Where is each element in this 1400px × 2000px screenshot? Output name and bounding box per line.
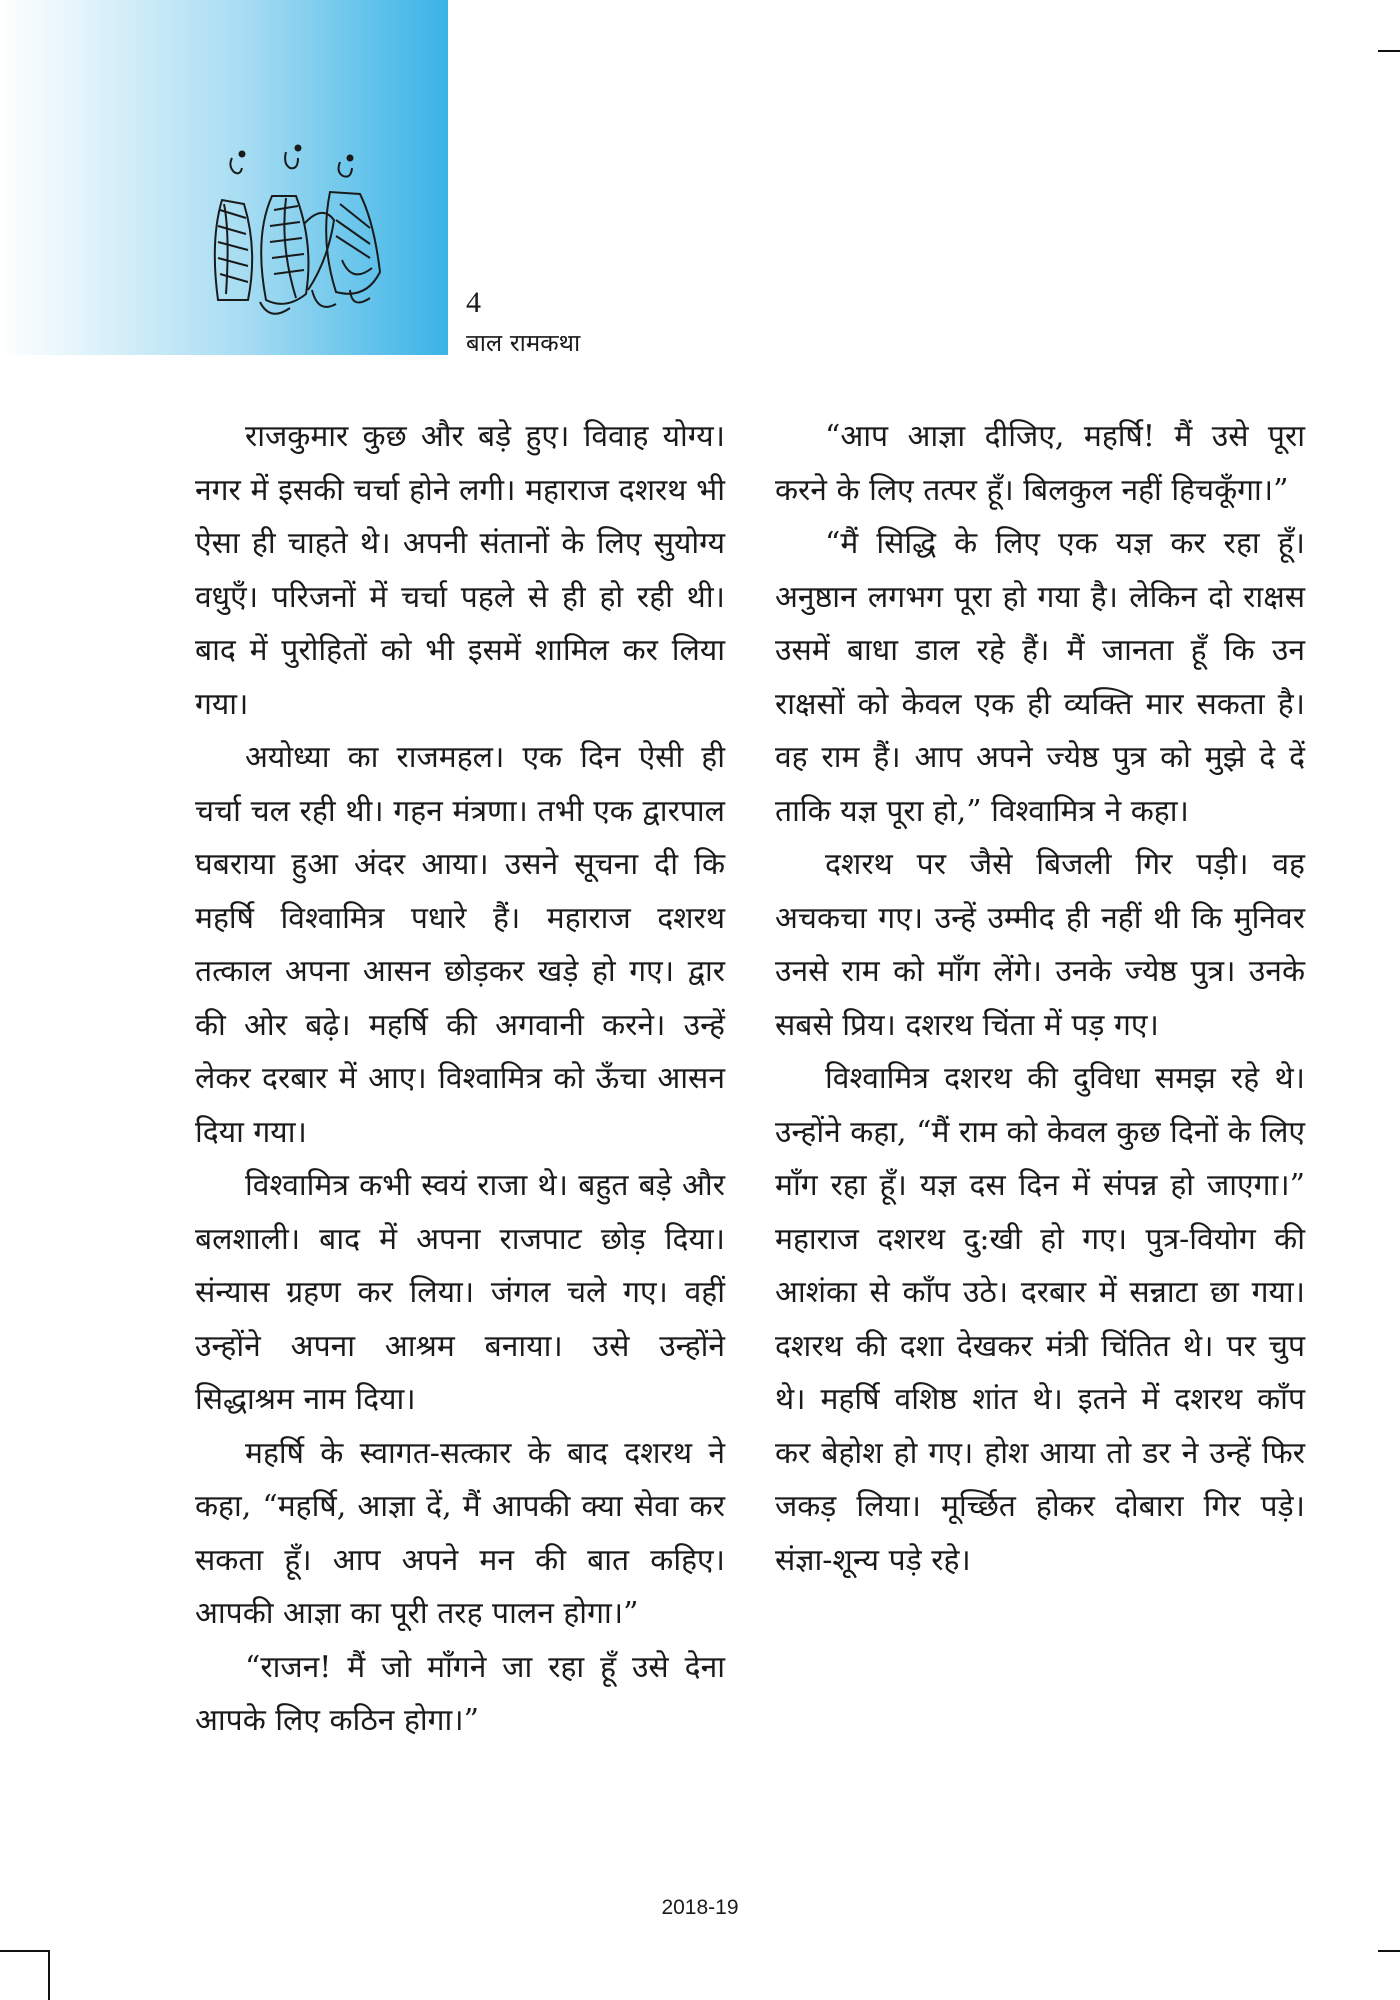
paragraph: विश्वामित्र कभी स्वयं राजा थे। बहुत बड़े और बलशाली। बाद में अपना राजपाट छोड़ दिया। संन्यास ग्रहण कर लिया। जंगल चले गए। वहीं उन्होंने अपना आश्रम बनाया। उसे उन्होंने सिद्धाश्रम नाम दिया। [195, 1168, 725, 1417]
paragraph: अयोध्या का राजमहल। एक दिन ऐसी ही चर्चा चल रही थी। गहन मंत्रणा। तभी एक द्वारपाल घबराया हुआ अंदर आया। उसने सूचना दी कि महर्षि विश्वामित्र पधारे हैं। महाराज दशरथ तत्काल अपना आसन छोड़कर खड़े हो गए। द्वार की ओर बढ़े। महर्षि की अगवानी करने। उन्हें लेकर दरबार में आए। विश्वामित्र को ऊँचा आसन दिया गया। [195, 740, 725, 1150]
left-text-column [195, 410, 725, 1748]
chapter-header-banner [0, 0, 448, 355]
paragraph: दशरथ पर जैसे बिजली गिर पड़ी। वह अचकचा गए। उन्हें उम्मीद ही नहीं थी कि मुनिवर उनसे राम को माँग लेंगे। उनके ज्येष्ठ पुत्र। उनके सबसे प्रिय। दशरथ चिंता में पड़ गए। [775, 847, 1305, 1043]
paragraph: विश्वामित्र दशरथ की दुविधा समझ रहे थे। उन्होंने कहा, “मैं राम को केवल कुछ दिनों के लिए माँग रहा हूँ। यज्ञ दस दिन में संपन्न हो जाएगा।” महाराज दशरथ दु:खी हो गए। पुत्र-वियोग की आशंका से काँप उठे। दरबार में सन्नाटा छा गया। दशरथ की दशा देखकर मंत्री चिंतित थे। पर चुप थे। महर्षि वशिष्ठ शांत थे। इतने में दशरथ काँप कर बेहोश हो गए। होश आया तो डर ने उन्हें फिर जकड़ लिया। मूर्च्छित होकर दोबारा गिर पड़े। संज्ञा-शून्य पड़े रहे। [775, 1061, 1305, 1578]
crop-mark-top-right [1378, 50, 1400, 52]
figures-illustration [200, 140, 460, 340]
paragraph: राजकुमार कुछ और बड़े हुए। विवाह योग्य। नगर में इसकी चर्चा होने लगी। महाराज दशरथ भी ऐसा ही चाहते थे। अपनी संतानों के लिए सुयोग्य वधुएँ। परिजनों में चर्चा पहले से ही हो रही थी। बाद में पुरोहितों को भी इसमें शामिल कर लिया गया। [195, 419, 725, 722]
crop-mark-bottom-left-horizontal [0, 1950, 50, 1952]
crop-mark-bottom-right [1378, 1950, 1400, 1952]
crop-mark-bottom-left-vertical [48, 1950, 50, 2000]
paragraph: “मैं सिद्धि के लिए एक यज्ञ कर रहा हूँ। अनुष्ठान लगभग पूरा हो गया है। लेकिन दो राक्षस उसमें बाधा डाल रहे हैं। मैं जानता हूँ कि उन राक्षसों को केवल एक ही व्यक्ति मार सकता है। वह राम हैं। आप अपने ज्येष्ठ पुत्र को मुझे दे दें ताकि यज्ञ पूरा हो,” विश्वामित्र ने कहा। [775, 526, 1305, 829]
paragraph: “राजन! मैं जो माँगने जा रहा हूँ उसे देना आपके लिए कठिन होगा।” [195, 1649, 725, 1738]
footer-year: 2018-19 [661, 1896, 739, 1919]
paragraph: महर्षि के स्वागत-सत्कार के बाद दशरथ ने कहा, “महर्षि, आज्ञा दें, मैं आपकी क्या सेवा कर सकता हूँ। आप अपने मन की बात कहिए। आपकी आज्ञा का पूरी तरह पालन होगा।” [195, 1435, 725, 1631]
page-number: 4 [466, 286, 481, 319]
paragraph: “आप आज्ञा दीजिए, महर्षि! मैं उसे पूरा करने के लिए तत्पर हूँ। बिलकुल नहीं हिचकूँगा।” [775, 419, 1305, 508]
book-title: बाल रामकथा [466, 329, 581, 357]
right-text-column [775, 410, 1305, 1587]
